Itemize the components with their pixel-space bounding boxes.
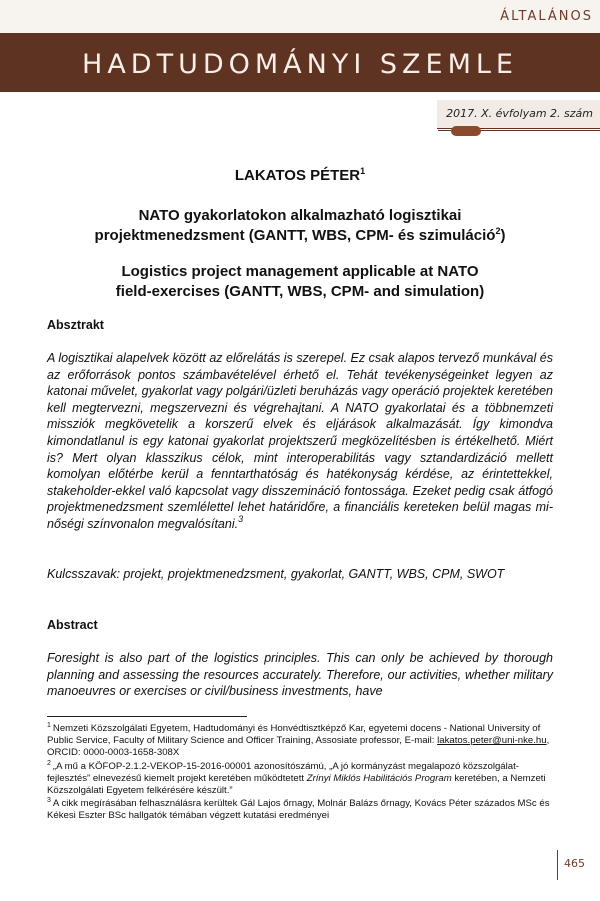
- abstract-en-heading: Abstract: [47, 618, 98, 632]
- abstract-hu-heading: Absztrakt: [47, 318, 104, 332]
- article-author: [40, 167, 560, 184]
- section-category: ÁLTALÁNOS: [500, 9, 593, 24]
- abstract-hu-text: A logisztikai alapelvek között az előrelátás is szerepel. Ez csak alapos tervező munkával és az erőforrások pontos számbavételével érhető el. Tehát tevékenységeinket legyen az katonai művelet, gyakorlat vagy polgári/üzleti beruházás vagy operáció projektek keretében kell megtervezni, megszervezni és végrehajtani. A NATO gyakorlatai és a többnemzeti missziók megkövetelik a korszerű elvek és eljárások alkalmazását. Így kimondva kimondatlanul is egy katonai gyakorlat projektszerű megközelítésben is értékelhető. Miért is? Mert olyan klasszikus célok, mint interoperabilitás vagy sztandardizáció mellett komolyan előtérbe kerül a fenntarthatóság és hatékonyság kérdése, az érintettekkel, stakeholder-ekkel való kapcsolat vagy disszemináció fontossága. Ezeket pedig csak átfogó projektmenedzsment szemlélettel lehet határidőre, a financiális kereteken belül magas minőségi színvonalon megvalósítani.: [47, 351, 553, 531]
- ornament-dot: [451, 126, 481, 136]
- footnote-text-after: , ORCID: 0000-0003-1658-308X: [47, 735, 550, 759]
- page-number-rule: [557, 850, 558, 880]
- title-hu-line-1: NATO gyakorlatokon alkalmazható logisztikai: [138, 207, 462, 224]
- footnote-text-after: keretében, a Nemzeti Közszolgálati Egyetem felkérésére készült.”: [47, 772, 546, 797]
- title-hu-closing: ): [500, 227, 506, 244]
- title-footnote-marker: 2: [495, 226, 501, 236]
- footnote-marker: 2: [47, 759, 51, 767]
- abstract-en-body: Foresight is also part of the logistics principles. This can only be achieved by thorough planning and assessing the resources accurately. Therefore, our activities, whether military manoeuvres or exercises or civil/business investments, have: [47, 651, 553, 699]
- footnotes: [47, 723, 553, 824]
- article-title-english: [40, 262, 560, 302]
- footnote-marker: 1: [47, 722, 51, 729]
- author-footnote-marker: 1: [360, 166, 366, 176]
- title-en-line-2: field-exercises (GANTT, WBS, CPM- and simulation): [115, 283, 485, 300]
- page-number: 465: [564, 857, 585, 870]
- article-title-hungarian: [40, 206, 560, 246]
- footnote-1: [47, 723, 553, 760]
- footnote-text: A cikk megírásában felhasználásra kerültek Gál Lajos őrnagy, Molnár Balázs őrnagy, Kovács Péter százados MSc és Kékesi Eszter BSc hallgatók témában végzett kutatási eredményei: [47, 798, 550, 822]
- footnote-2: [47, 761, 553, 798]
- footnote-text: Nemzeti Közszolgálati Egyetem, Hadtudományi és Honvédtisztképző Kar, egyetemi docens - National University of Public Service, Faculty of Military Science and Officer Training, Assosiate professor, E-mail:: [47, 723, 541, 747]
- keywords: Kulcsszavak: projekt, projektmenedzsment, gyakorlat, GANTT, WBS, CPM, SWOT: [47, 567, 505, 581]
- abstract-footnote-marker: 3: [238, 513, 244, 524]
- footnote-text: „A mű a KÖFOP-2.1.2-VEKOP-15-2016-00001 azonosítószámú, „A jó kormányzást megalapozó közszolgálat-fejlesztés” elnevezésű kiemelt projekt keretében működtetett: [47, 760, 519, 784]
- author-email-link[interactable]: lakatos.peter@uni-nke.hu: [437, 735, 547, 747]
- abstract-hu-body: [47, 350, 553, 533]
- journal-title: HADTUDOMÁNYI SZEMLE: [82, 49, 518, 80]
- issue-label: 2017. X. évfolyam 2. szám: [446, 107, 593, 120]
- footnote-divider: [47, 716, 247, 717]
- title-en-line-1: Logistics project management applicable at NATO: [121, 263, 479, 280]
- title-hu-line-2: projektmenedzsment (GANTT, WBS, CPM- és szimuláció: [94, 227, 496, 244]
- footnote-marker: 3: [47, 797, 51, 805]
- author-name: LAKATOS PÉTER: [234, 167, 361, 184]
- footnote-program-name: Zrínyi Miklós Habilitációs Program: [306, 772, 452, 784]
- footnote-3: [47, 798, 553, 822]
